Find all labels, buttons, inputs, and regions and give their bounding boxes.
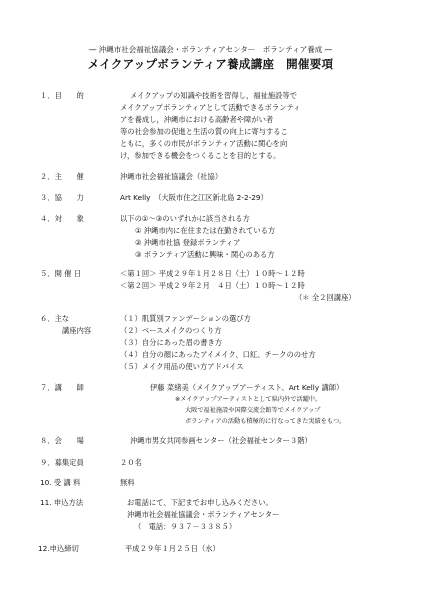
section-content-label: ６．主な bbox=[40, 314, 70, 323]
organizer-value: 沖縄市社会福祉協議会（社協） bbox=[120, 172, 223, 181]
apply-line: 沖縄市社会福祉協議会・ボランティアセンター bbox=[127, 510, 280, 519]
venue-value: 沖縄市男女共同参画センター（社会福祉センター３階） bbox=[130, 436, 312, 445]
date-line: ＜第１回＞ 平成２９年１月２８日（土）１０時～１２時 bbox=[120, 269, 305, 278]
target-intro: 以下の①～③のいずれかに該当される方 bbox=[120, 214, 250, 223]
section-instructor-label: ７．講 師 bbox=[40, 383, 84, 392]
purpose-line: ともに，多くの市民がボランティア活動に関心を向 bbox=[120, 139, 288, 148]
target-item: ② 沖縄市社協 登録ボランティア bbox=[135, 238, 241, 247]
target-item: ③ ボランティア活動に興味・関心のある方 bbox=[135, 250, 275, 259]
fee-value: 無料 bbox=[120, 478, 135, 487]
content-item: （２）ベースメイクのつくり方 bbox=[120, 326, 222, 335]
instructor-note: ※メイクアップアーティストとして県内外で活躍中。 bbox=[175, 396, 322, 403]
content-item: （３）自分にあった眉の書き方 bbox=[120, 338, 223, 347]
target-item: ① 沖縄市内に在住または在勤されている方 bbox=[135, 226, 276, 235]
instructor-note: 大阪で福祉施設や国際交流会館等でメイクアップ bbox=[185, 407, 321, 414]
content-item: （５）メイク用品の使い方アドバイス bbox=[120, 362, 244, 371]
section-capacity-label: ９．募集定員 bbox=[40, 458, 84, 467]
organization-line: ― 沖縄市社会福祉協議会・ボランティアセンター ボランティア養成 ― bbox=[88, 45, 333, 54]
section-purpose-label: １．目 的 bbox=[40, 91, 84, 100]
apply-phone: （ 電話：９３７－３３８５） bbox=[134, 522, 237, 531]
purpose-line: け，参加できる機会をつくることを目的とする。 bbox=[120, 151, 281, 160]
section-dates-label: ５．開 催 日 bbox=[40, 269, 82, 278]
section-organizer-label: ２．主 催 bbox=[40, 172, 84, 181]
instructor-note: ボランティアの活動も積極的に行なってきた実績をもつ。 bbox=[185, 418, 346, 425]
section-content-label-line2: 講座内容 bbox=[62, 326, 92, 335]
section-cooperation-label: ３．協 力 bbox=[40, 193, 84, 202]
dates-note: （＊ 全２回講座） bbox=[295, 293, 356, 302]
purpose-line: アを養成し，沖縄市における高齢者や障がい者 bbox=[120, 115, 274, 124]
section-target-label: ４．対 象 bbox=[40, 214, 84, 223]
apply-line: お電話にて、下記までお申し込みください。 bbox=[127, 498, 273, 507]
cooperation-value: Art Kelly （大阪市住之江区新北島 2-2-29） bbox=[120, 193, 268, 202]
instructor-name: 伊藤 菜緒美（メイクアップアーティスト、Art Kelly 講師） bbox=[150, 383, 344, 392]
content-item: （１）肌質別ファンデーションの選び方 bbox=[120, 314, 251, 323]
section-apply-label: 11. 申込方法 bbox=[40, 498, 84, 507]
purpose-line: メイクアップボランティアとして活動できるボランティ bbox=[120, 103, 301, 112]
deadline-value: 平成２９年１月２５日（水） bbox=[125, 544, 220, 553]
purpose-line: メイクアップの知識や技術を習得し，福祉施設等で bbox=[130, 91, 298, 100]
section-venue-label: ８．会 場 bbox=[40, 436, 84, 445]
content-item: （４）自分の顔にあったアイメイク、口紅、チークののせ方 bbox=[120, 350, 316, 359]
capacity-value: ２０名 bbox=[120, 458, 142, 467]
page-title: メイクアップボランティア養成講座 開催要項 bbox=[87, 57, 334, 71]
purpose-line: 等の社会参加の促進と生活の質の向上に寄与するこ bbox=[120, 127, 288, 136]
date-line: ＜第２回＞ 平成２９年２月 ４日（土）１０時～１２時 bbox=[120, 281, 305, 290]
section-deadline-label: 12.申込締切 bbox=[38, 544, 79, 553]
section-fee-label: 10. 受 講 料 bbox=[40, 478, 81, 487]
